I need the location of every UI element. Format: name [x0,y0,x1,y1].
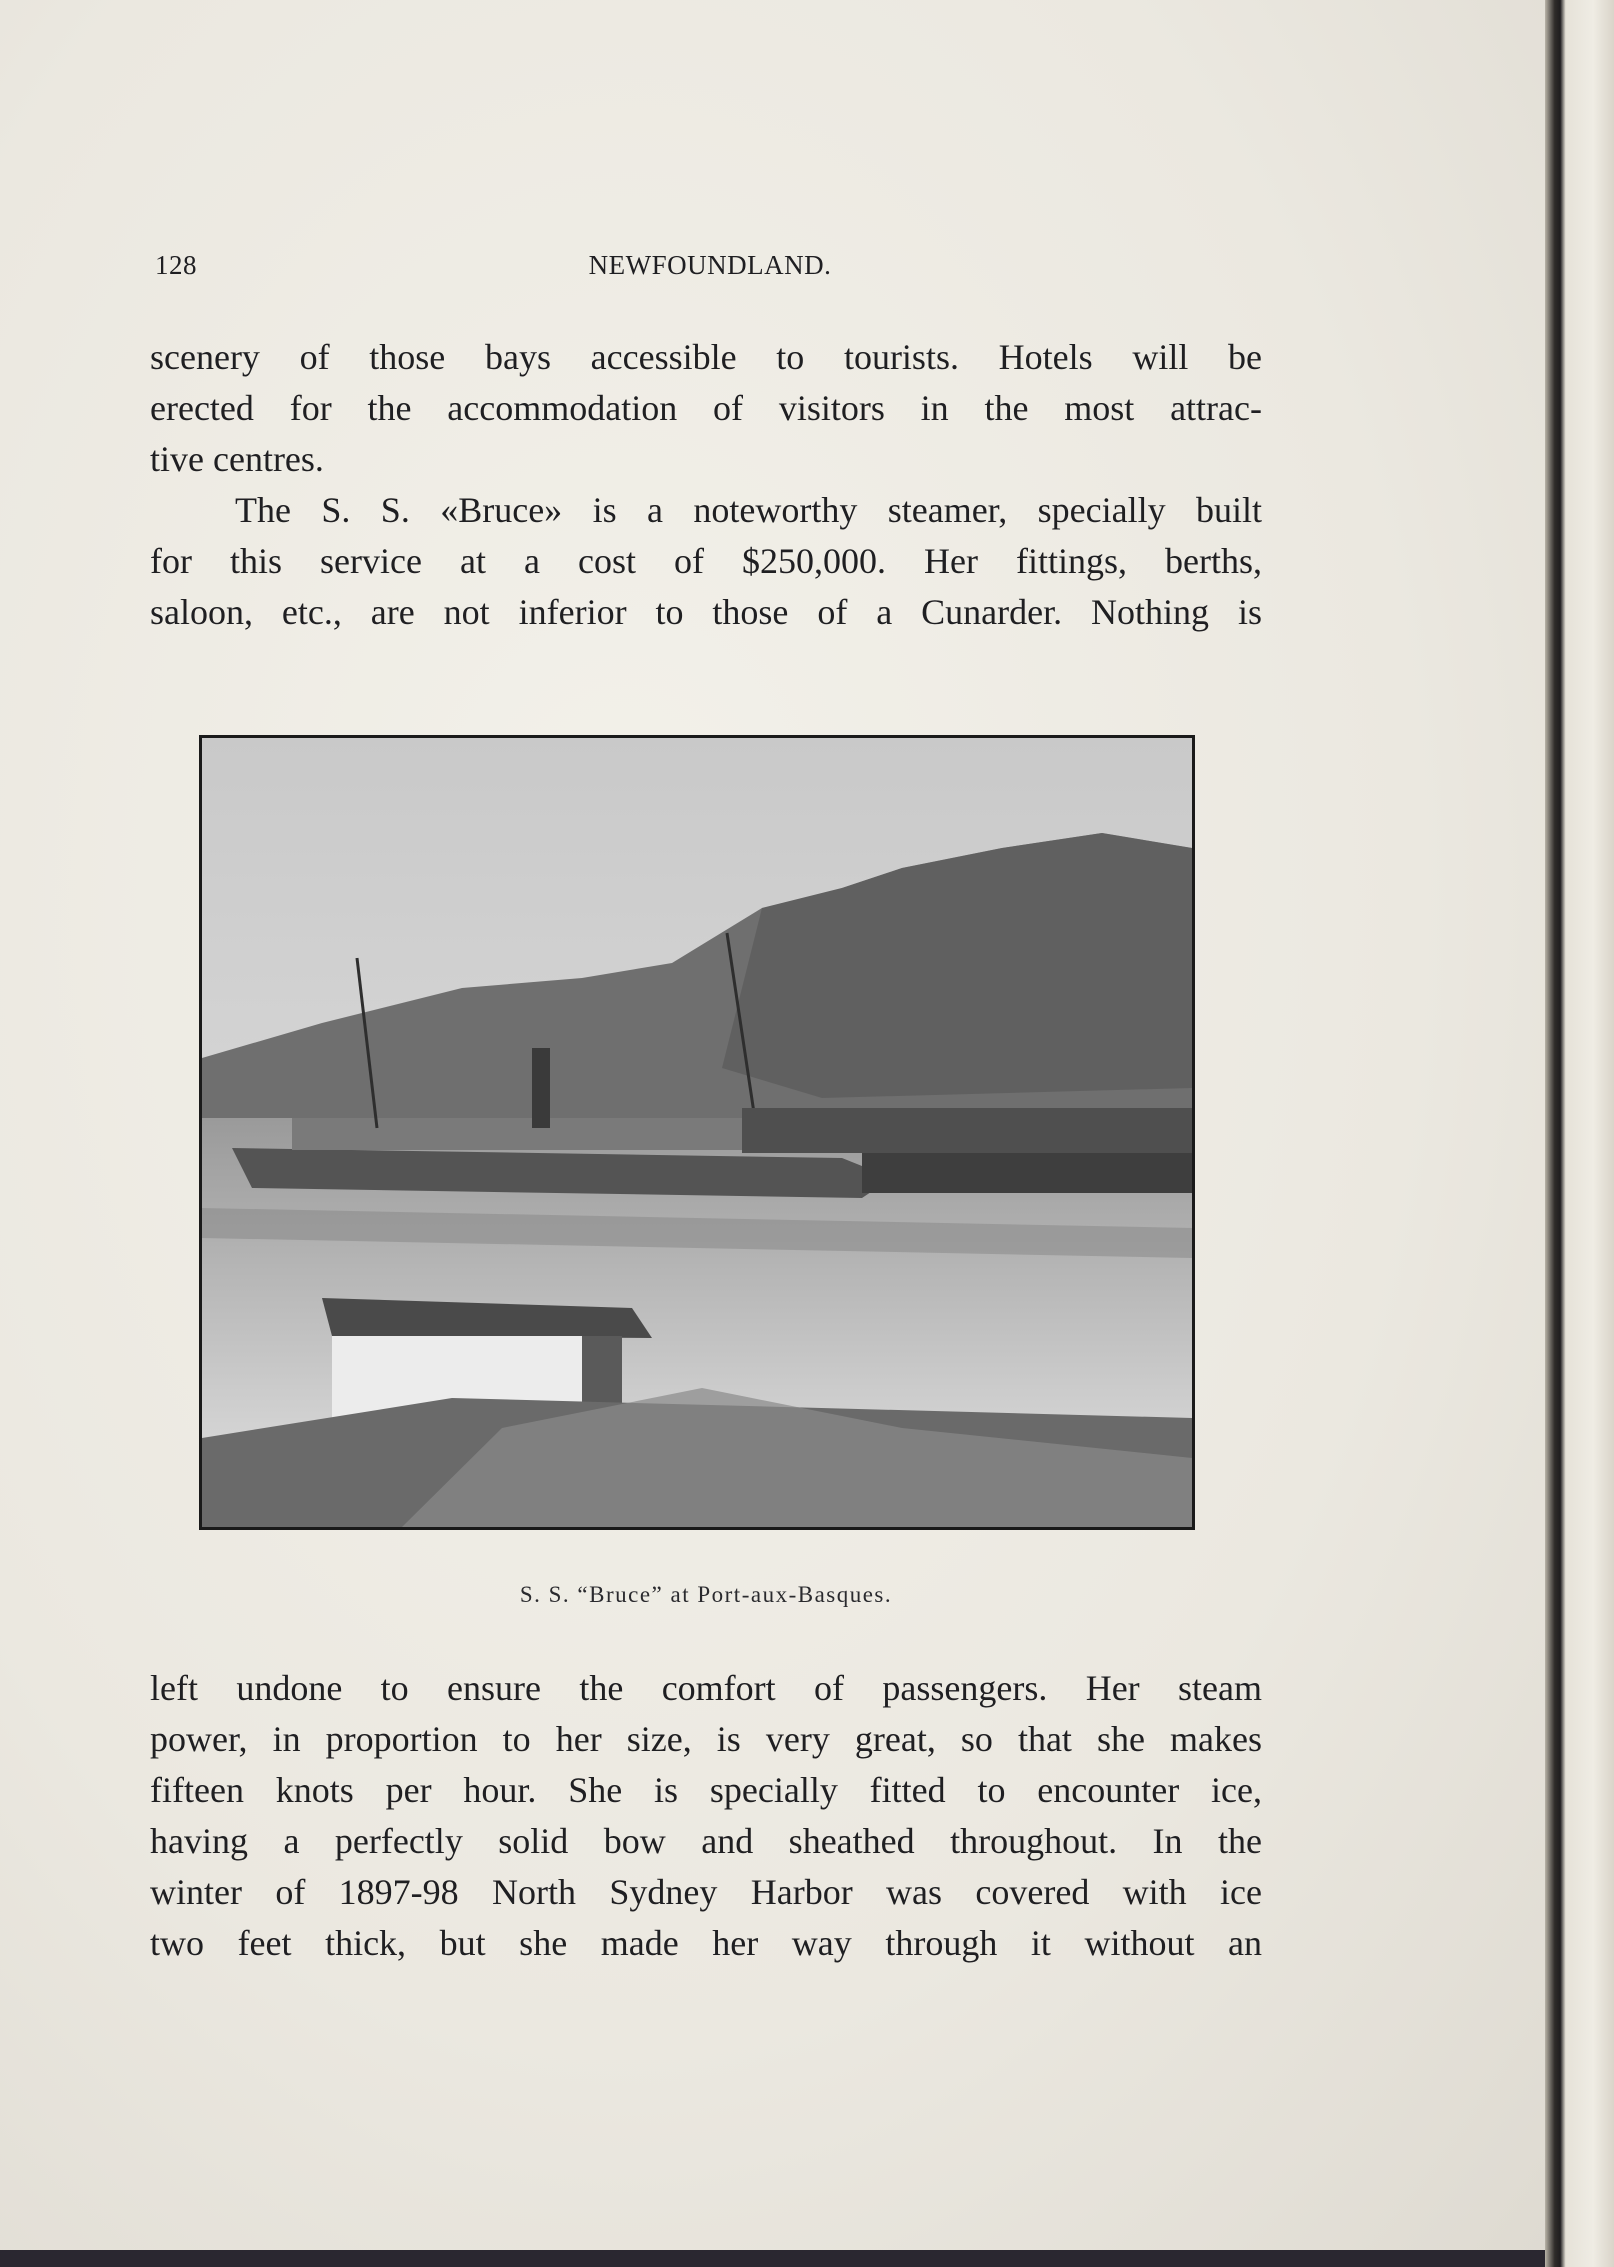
text-line: erected for the accommodation of visitors in the most attrac- [150,388,1262,428]
text-line: fifteen knots per hour. She is specially fitted to encounter ice, [150,1770,1262,1810]
paragraph-bottom [150,1663,1262,1969]
text-line: saloon, etc., are not inferior to those of a Cunarder. Nothing is [150,592,1262,632]
text-line: left undone to ensure the comfort of passengers. Her steam [150,1668,1262,1708]
text-line: power, in proportion to her size, is very great, so that she makes [150,1719,1262,1759]
paragraph-top [150,332,1262,485]
wharf [862,1153,1192,1193]
page-number: 128 [155,250,197,280]
steamer-photograph [199,735,1195,1530]
page-header [155,250,1265,290]
text-line: for this service at a cost of $250,000. Her fittings, berths, [150,541,1262,581]
railway-cars [742,1108,1192,1153]
text-line: tive centres. [150,439,324,479]
figure-caption: S. S. “Bruce” at Port-aux-Basques. [519,1582,893,1607]
paragraph-second [150,485,1262,638]
text-line: winter of 1897-98 North Sydney Harbor was covered with ice [150,1872,1262,1912]
book-gutter [1545,0,1614,2267]
text-line: scenery of those bays accessible to tourists. Hotels will be [150,337,1262,377]
running-head: NEWFOUNDLAND. [588,250,832,280]
steamer-funnel [532,1048,550,1128]
text-line: two feet thick, but she made her way through it without an [150,1923,1262,1963]
text-line: having a perfectly solid bow and sheathed throughout. In the [150,1821,1262,1861]
text-line: The S. S. «Bruce» is a noteworthy steamer, specially built [235,490,1262,530]
